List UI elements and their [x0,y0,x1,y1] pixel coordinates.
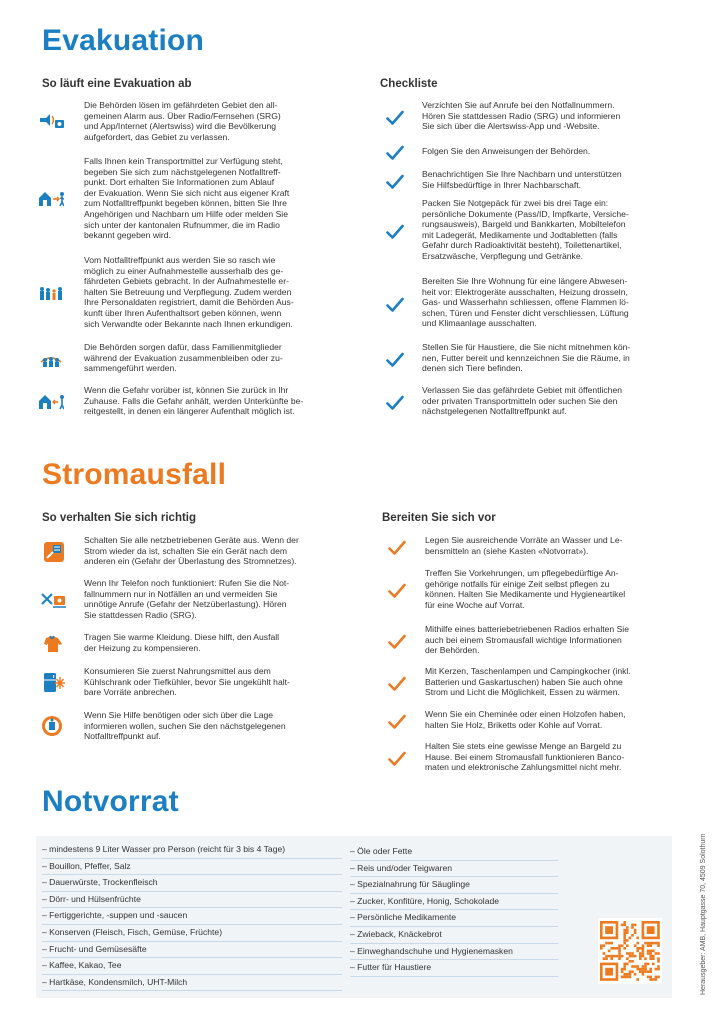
step-text-line: reitgestellt, in denen ein längerer Aufenthalt möglich ist. [84,406,295,417]
step-text-line: Zuhause. Falls die Gefahr anhält, werden Unterkünfte be- [84,395,304,406]
step-text-line: bare Vorräte anbrechen. [84,687,177,698]
checklist-text-line: der Behörden. [425,645,480,656]
section-title-notvorrat: Notvorrat [42,785,179,818]
step-text-line: begeben Sie sich zum nächstgelegenen Notfalltreff- [84,166,281,177]
list-item: – Hartkäse, Kondensmilch, UHT-Milch [42,975,342,992]
step-text-line: aufgefordert, das Gebiet zu verlassen. [84,131,230,142]
list-item: – Fertiggerichte, -suppen und -saucen [42,908,342,925]
checklist-text [422,198,629,262]
step-text-line: der Heizung zu kompensieren. [84,642,201,653]
step-text-line: gemeinen Alarm aus. Über Radio/Fernsehen (SRG) [84,110,281,121]
section-title-stromausfall: Stromausfall [42,458,227,491]
checklist-text-line: halten Sie Holz, Briketts oder Kohle auf Vorrat. [425,719,603,730]
list-item: – Konserven (Fleisch, Fisch, Gemüse, Früchte) [42,925,342,942]
step-text-line: Notfalltreffpunkt auf. [84,731,161,742]
checklist-text-line: nächstgelegenen Notfalltreffpunkt auf. [422,406,567,417]
checklist-text [422,276,629,329]
step-text-line: Sie stattdessen Radio (SRG). [84,609,197,620]
list-item: – Kaffee, Kakao, Tee [42,958,342,975]
step-text [84,535,299,567]
step-text-line: Wenn die Gefahr vorüber ist, können Sie zurück in Ihr [84,385,289,395]
checklist-text-line: Benachrichtigen Sie Ihre Nachbarn und unterstützen [422,169,622,179]
step-text-line: Die Behörden lösen im gefährdeten Gebiet den all- [84,100,278,110]
step-text-line: halten Sie Betreuung und Verpflegung. Zudem werden [84,286,292,297]
notvorrat-box [36,836,672,998]
step-text-line: und App/Internet (Alertswiss) wird die Bevölkerung [84,121,277,132]
step-text-line: fährdeten Gebiets gebracht. In der Aufnahmestelle er- [84,276,289,287]
list-item: – Öle oder Fette [350,844,558,861]
checklist-text-line: Ersatzwäsche, Verpflegung und Getränke. [422,250,583,261]
list-item: – Spezialnahrung für Säuglinge [350,877,558,894]
step-text-line: bekannt gegeben wird. [84,230,171,241]
step-text-line: Konsumieren Sie zuerst Nahrungsmittel aus dem [84,666,271,676]
people-together-icon [38,347,64,369]
checklist-text-line: für eine Woche auf Vorrat. [425,599,525,610]
checklist-text-line: Bereiten Sie Ihre Wohnung für eine längere Abwesen- [422,276,628,286]
checklist-text-line: Hören Sie stattdessen Radio (SRG) und informieren [422,110,621,121]
step-text [84,255,294,329]
checklist-text-line: Gas- und Wasserhahn schliessen, offene Flammen lö- [422,297,629,308]
qr-code [598,918,662,984]
step-text [84,578,289,620]
checklist-text-line: Mithilfe eines batteriebetriebenen Radios erhalten Sie [425,624,629,634]
checklist-text-line: Folgen Sie den Anweisungen der Behörden. [422,146,591,156]
step-text [84,666,290,698]
check-icon [386,352,404,368]
list-item: – Zwieback, Knäckebrot [350,927,558,944]
check-icon [386,110,404,126]
checklist-text-line: und Klimaanlage ausschalten. [422,318,537,329]
checklist-text-line: Gefahr durch Radioaktivität besteht), Toilettenartikel, [422,240,622,251]
publisher-note: Herausgeber: AMB, Hauptgasse 70, 4509 Solothurn [700,833,707,995]
checklist-text-line: Wenn Sie ein Cheminée oder einen Holzofen haben, [425,709,626,719]
check-icon [388,583,406,599]
checklist-text-line: schen, Türen und Fenster dicht verschliessen, Lüftung [422,307,629,318]
checklist-text-line: Batterien und Gaskartuschen) haben Sie auch ohne [425,676,623,687]
checklist-text-line: oder privaten Transportmitteln oder suchen Sie den [422,395,618,406]
checklist-text-line: bensmitteln an (siehe Kasten «Notvorrat»). [425,545,589,556]
list-item: – Bouillon, Pfeffer, Salz [42,859,342,876]
checklist-text-line: nen, Futter bereit und kennzeichnen Sie die Räume, in [422,352,630,363]
fridge-icon [40,671,66,693]
checklist-text-line: Strom und Licht die Möglichkeit, Essen zu wärmen. [425,687,620,698]
list-item: – Persönliche Medikamente [350,910,558,927]
list-item: – Einweghandschuhe und Hygienemasken [350,944,558,961]
check-icon [388,714,406,730]
checklist-text-line: Stellen Sie für Haustiere, die Sie nicht mitnehmen kön- [422,342,631,352]
list-item: – Futter für Haustiere [350,960,558,977]
step-text-line: sich Verwandte oder Bekannte nach Ihnen erkundigen. [84,318,293,329]
step-text-line: Ihre Personaldaten registriert, damit die Behörden Aus- [84,297,294,308]
alarm-radio-icon [38,110,64,132]
warm-clothing-icon [40,632,66,654]
step-text-line: möglich zu einer Aufnahmestelle ausserhalb des ge- [84,265,284,276]
step-text-line: Tragen Sie warme Kleidung. Diese hilft, den Ausfall [84,632,280,642]
step-text [84,385,303,417]
family-group-icon [38,281,64,303]
step-text-line: während der Evakuation zusammenbleiben oder zu- [84,352,283,363]
step-text-line: sammengeführt werden. [84,363,177,374]
plug-icon [40,540,66,562]
step-text-line: punkt. Dort erhalten Sie Informationen zum Ablauf [84,177,275,188]
step-text-line: anderen ein (Gefahr der Überlastung des Stromnetzes). [84,556,297,567]
notvorrat-list-left [42,842,342,991]
checklist-text [422,169,622,190]
step-text-line: kunft über Ihren Aufenthaltsort geben können, wenn [84,307,282,318]
stromausfall-right-heading: Bereiten Sie sich vor [382,512,496,524]
checklist-text [422,342,630,374]
checklist-text-line: mit Ladegerät, Medikamente und Jodtabletten (falls [422,229,618,240]
check-icon [386,297,404,313]
step-text-line: sich unter der kantonalen Rufnummer, die im Radio [84,219,280,230]
step-text [84,342,283,374]
checklist-text-line: rungsausweis), Bargeld und Bankkarten, Mobiltelefon [422,219,626,230]
step-text [84,632,279,653]
checklist-text-line: Hause. Bei einem Stromausfall funktionieren Banco- [425,751,625,762]
step-text-line: fallnummern nur in Notfällen an und vermeiden Sie [84,588,278,599]
checklist-text [425,741,624,773]
checklist-text-line: Mit Kerzen, Taschenlampen und Campingkocher (inkl. [425,666,631,676]
step-text-line: unnötige Anrufe (Gefahr der Netzüberlastung). Hören [84,599,287,610]
house-walk-icon [38,187,64,209]
checklist-text [425,624,629,656]
check-icon [386,174,404,190]
evakuation-right-heading: Checkliste [380,78,438,90]
checklist-text-line: Legen Sie ausreichende Vorräte an Wasser und Le- [425,535,623,545]
evakuation-left-heading: So läuft eine Evakuation ab [42,78,192,90]
check-icon [386,224,404,240]
step-text-line: Kühlschrank oder Tiefkühler, bevor Sie ungekühlt halt- [84,676,290,687]
checklist-text-line: Sie Hilfsbedürftige in Ihrer Nachbarschaft. [422,179,582,190]
checklist-text [425,666,631,698]
checklist-text [425,535,622,556]
step-text-line: Angehörigen und Nachbarn um Hilfe oder melden Sie [84,208,288,219]
step-text-line: Vom Notfalltreffpunkt aus werden Sie so rasch wie [84,255,276,265]
help-point-icon [40,715,66,737]
step-text-line: informieren wollen, suchen Sie den nächstgelegenen [84,720,286,731]
check-icon [388,540,406,556]
check-icon [386,145,404,161]
checklist-text-line: können. Halten Sie Medikamente und Hygieneartikel [425,589,626,600]
check-icon [388,634,406,650]
check-icon [386,395,404,411]
list-item: – Dauerwürste, Trockenfleisch [42,875,342,892]
checklist-text [422,146,590,157]
checklist-text-line: gehörige notfalls für einige Zeit selbst pflegen zu [425,578,610,589]
step-text-line: zum Notfalltreffpunkt begeben können, bitten Sie Ihre [84,198,287,209]
checklist-text-line: persönliche Dokumente (Pass/ID, Impfkarte, Versiche- [422,208,629,219]
step-text-line: der Evakuation. Wenn Sie sich nicht aus eigener Kraft [84,187,290,198]
checklist-text [422,385,622,417]
checklist-text-line: Verlassen Sie das gefährdete Gebiet mit öffentlichen [422,385,623,395]
house-return-icon [38,390,64,412]
list-item: – mindestens 9 Liter Wasser pro Person (reicht für 3 bis 4 Tage) [42,842,342,859]
list-item: – Frucht- und Gemüsesäfte [42,942,342,959]
section-title-evakuation: Evakuation [42,24,205,57]
list-item: – Zucker, Konfitüre, Honig, Schokolade [350,894,558,911]
checklist-text-line: Treffen Sie Vorkehrungen, um pflegebedürftige An- [425,568,619,578]
checklist-text-line: heit vor: Elektrogeräte ausschalten, Heizung drosseln, [422,286,628,297]
check-icon [388,676,406,692]
step-text-line: Wenn Ihr Telefon noch funktioniert: Rufen Sie die Not- [84,578,290,588]
checklist-text-line: denen sich Tiere befinden. [422,363,523,374]
stromausfall-left-heading: So verhalten Sie sich richtig [42,512,197,524]
notvorrat-list-right [350,844,558,977]
checklist-text [425,568,625,610]
step-text-line: Strom wieder da ist, schalten Sie ein Gerät nach dem [84,545,288,556]
check-icon [388,751,406,767]
no-phone-radio-icon [40,588,66,610]
checklist-text-line: Packen Sie Notgepäck für zwei bis drei Tage ein: [422,198,609,208]
checklist-text-line: Halten Sie stets eine gewisse Menge an Bargeld zu [425,741,622,751]
checklist-text-line: maten und elektronische Zahlungsmittel nicht mehr. [425,762,622,773]
list-item: – Reis und/oder Teigwaren [350,861,558,878]
step-text-line: Schalten Sie alle netzbetriebenen Geräte aus. Wenn der [84,535,299,545]
checklist-text [425,709,626,730]
list-item: – Dörr- und Hülsenfrüchte [42,892,342,909]
step-text [84,156,289,241]
step-text-line: Die Behörden sorgen dafür, dass Familienmitglieder [84,342,282,352]
step-text-line: Falls Ihnen kein Transportmittel zur Verfügung steht, [84,156,283,166]
checklist-text-line: auch bei einem Stromausfall wichtige Informationen [425,634,622,645]
step-text [84,710,286,742]
checklist-text-line: Verzichten Sie auf Anrufe bei den Notfallnummern. [422,100,615,110]
step-text [84,100,281,142]
step-text-line: Wenn Sie Hilfe benötigen oder sich über die Lage [84,710,274,720]
checklist-text-line: Sie sich über die Alertswiss-App und -Website. [422,121,600,132]
checklist-text [422,100,620,132]
